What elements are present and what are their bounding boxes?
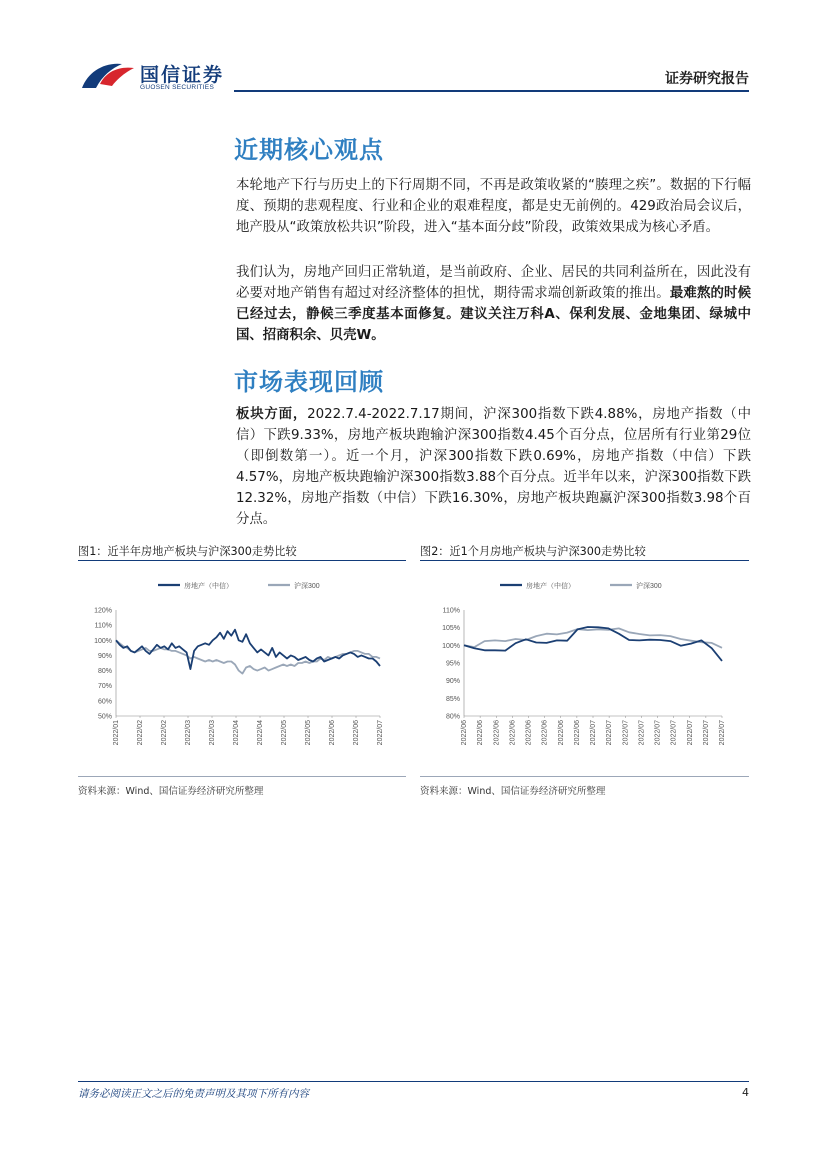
chart-2-svg <box>420 566 749 771</box>
section-title-market-review: 市场表现回顾 <box>234 368 384 396</box>
chart2-x-tick-label: 2022/06 <box>461 720 468 746</box>
chart1-y-tick-label: 80% <box>97 668 112 676</box>
figure-2-bottom-rule <box>420 776 749 777</box>
chart2-legend-label-0: 房地产（中信） <box>526 583 575 590</box>
chart1-x-tick-label: 2022/02 <box>137 720 144 746</box>
header-divider <box>234 90 749 92</box>
guosen-logo-icon <box>78 58 138 94</box>
figure-1-source: 资料来源：Wind、国信证券经济研究所整理 <box>78 786 264 797</box>
paragraph-market-review <box>236 404 751 530</box>
chart1-y-tick-label: 90% <box>97 652 112 660</box>
chart2-x-tick-label: 2022/06 <box>477 720 485 746</box>
chart2-x-tick-label: 2022/07 <box>606 720 614 746</box>
chart2-x-tick-label: 2022/06 <box>525 720 533 746</box>
chart1-legend-label-0: 房地产（中信） <box>184 583 233 590</box>
chart2-x-tick-label: 2022/06 <box>573 720 581 746</box>
figure-1-top-rule <box>78 560 406 561</box>
chart1-y-tick-label: 70% <box>97 683 112 691</box>
chart2-legend-label-1: 沪深300 <box>636 583 662 590</box>
chart2-x-tick-label: 2022/06 <box>493 720 501 746</box>
figure-2-title: 图2：近1个月房地产板块与沪深300走势比较 <box>420 545 646 558</box>
chart1-x-tick-label: 2022/03 <box>209 720 216 746</box>
chart2-x-tick-label: 2022/07 <box>670 720 678 746</box>
footer-divider <box>78 1081 749 1082</box>
chart1-y-tick-label: 120% <box>94 607 112 615</box>
chart1-x-tick-label: 2022/06 <box>329 720 336 746</box>
logo-text-en: GUOSEN SECURITIES <box>140 84 215 91</box>
figure-2-source: 资料来源：Wind、国信证券经济研究所整理 <box>420 786 606 797</box>
core-view-2-bold: 最难熬的时候已经过去，静候三季度基本面修复。建议关注万科A、保利发展、金地集团、绿城中国、招商积余、贝壳W。 <box>236 286 752 343</box>
chart1-y-tick-label: 100% <box>94 637 112 645</box>
figure-2-top-rule <box>420 560 749 561</box>
market-review-lead: 板块方面， <box>236 407 308 422</box>
chart2-x-tick-label: 2022/07 <box>638 720 646 746</box>
paragraph-core-view-1: 本轮地产下行与历史上的下行周期不同，不再是政策收紧的“腠理之疾”。数据的下行幅度、预期的悲观程度、行业和企业的艰难程度，都是史无前例的。429政治局会议后，地产股从“政策放松共识”阶段，进入“基本面分歧”阶段，政策效果成为核心矛盾。 <box>236 178 751 235</box>
chart1-x-tick-label: 2022/01 <box>113 720 120 746</box>
figure-1-bottom-rule <box>78 776 406 777</box>
chart2-x-tick-label: 2022/06 <box>541 720 549 746</box>
market-review-body: 2022.7.4-2022.7.17期间，沪深300指数下跌4.88%，房地产指数（中信）下跌9.33%，房地产板块跑输沪深300指数4.45个百分点，位居所有行业第29位（即倒数第一）。近一个月，沪深300指数下跌0.69%，房地产指数（中信）下跌4.57%，房地产板块跑输沪深300指数3.88个百分点。近半年以来，沪深300指数下跌12.32%，房地产指数（中信）下跌16.30%，房地产板块跑赢沪深300指数3.98个百分点。 <box>236 407 751 527</box>
chart1-x-tick-label: 2022/02 <box>161 720 168 746</box>
chart-1-svg <box>78 566 406 771</box>
chart2-y-tick-label: 100% <box>442 642 460 650</box>
chart2-x-tick-label: 2022/07 <box>654 720 662 746</box>
chart2-x-tick-label: 2022/07 <box>622 720 630 746</box>
chart2-y-tick-label: 85% <box>445 695 460 703</box>
section-title-core-views: 近期核心观点 <box>234 136 384 164</box>
chart2-x-tick-label: 2022/06 <box>509 720 517 746</box>
chart1-y-tick-label: 110% <box>94 622 112 630</box>
chart1-x-tick-label: 2022/05 <box>305 720 312 746</box>
chart2-series-line-0 <box>464 627 722 661</box>
chart1-x-tick-label: 2022/04 <box>233 720 240 746</box>
chart2-y-tick-label: 110% <box>442 607 460 615</box>
chart2-x-tick-label: 2022/07 <box>686 720 694 746</box>
chart1-x-tick-label: 2022/07 <box>377 720 384 746</box>
logo-text-cn: 国信证券 <box>140 64 225 86</box>
chart1-legend-label-1: 沪深300 <box>294 583 320 590</box>
footer-disclaimer: 请务必阅读正文之后的免责声明及其项下所有内容 <box>78 1088 309 1100</box>
chart2-x-tick-label: 2022/07 <box>719 720 726 746</box>
figure-1-title: 图1：近半年房地产板块与沪深300走势比较 <box>78 545 297 558</box>
chart2-x-tick-label: 2022/07 <box>590 720 597 746</box>
chart2-x-tick-label: 2022/07 <box>702 720 710 746</box>
page-number: 4 <box>742 1086 749 1099</box>
chart1-y-tick-label: 50% <box>97 713 112 721</box>
report-type-label: 证券研究报告 <box>665 71 749 87</box>
chart1-x-tick-label: 2022/03 <box>185 720 192 746</box>
company-logo <box>78 58 238 98</box>
chart1-x-tick-label: 2022/04 <box>257 720 264 746</box>
chart2-y-tick-label: 95% <box>445 660 460 668</box>
chart1-y-tick-label: 60% <box>97 698 112 706</box>
chart2-y-tick-label: 90% <box>445 678 460 686</box>
chart2-x-tick-label: 2022/06 <box>557 720 565 746</box>
core-view-2-text: 我们认为，房地产回归正常轨道，是当前政府、企业、居民的共同利益所在，因此没有必要对地产销售有超过对经济整体的担忧，期待需求端创新政策的推出。 <box>236 265 751 301</box>
chart2-y-tick-label: 80% <box>445 713 460 721</box>
chart1-x-tick-label: 2022/06 <box>353 720 360 746</box>
paragraph-core-view-2 <box>236 262 751 346</box>
chart1-x-tick-label: 2022/05 <box>281 720 288 746</box>
chart2-y-tick-label: 105% <box>442 625 460 633</box>
